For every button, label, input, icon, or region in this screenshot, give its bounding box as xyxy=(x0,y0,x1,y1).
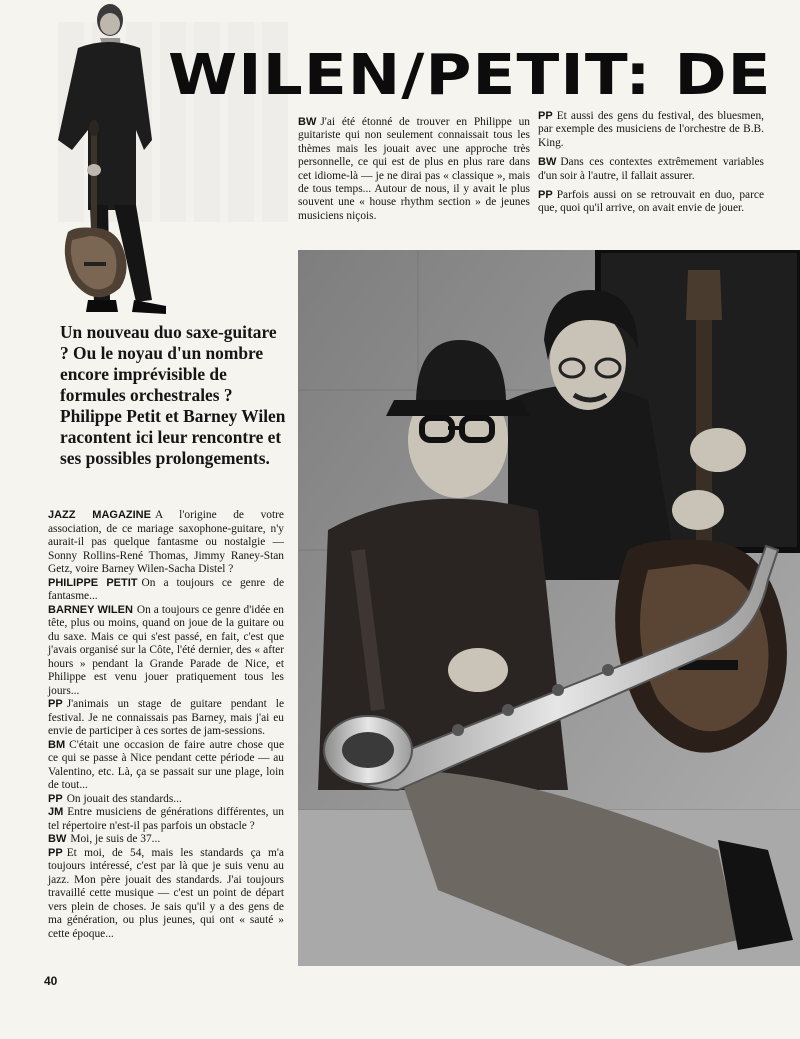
interview-paragraph xyxy=(48,739,284,793)
interview-paragraph xyxy=(48,698,284,739)
interview-paragraph xyxy=(48,833,284,847)
interview-paragraph xyxy=(48,806,284,833)
intro-block xyxy=(538,189,764,216)
interview-paragraph xyxy=(48,793,284,807)
interview-paragraph xyxy=(48,604,284,699)
speaker-label: BW xyxy=(298,116,317,128)
interview-text: Et aussi des gens du festival, des bluesmen, par exemple des musiciens de l'orchestre de B.B. King. xyxy=(538,110,764,149)
speaker-label: PP xyxy=(48,846,63,859)
speaker-label: JM xyxy=(48,806,64,818)
intro-column-right xyxy=(538,110,764,222)
speaker-label: PP xyxy=(538,189,553,202)
interview-text: Moi, je suis de 37... xyxy=(70,833,161,845)
interview-text: Parfois aussi on se retrouvait en duo, parce que, quoi qu'il arrive, on avait envie de jouer. xyxy=(538,189,764,215)
interview-text: Et moi, de 54, mais les standards ça m'a toujours intéressé, c'est par là que je suis venu au jazz. Mon père jouait des standards. J'ai toujours travaillé cette musique — c'est un point de départ vers plein de choses. Je sais qu'il y a des gens de ma génération, ou plus jeunes, qui ont « sauté » cette époque... xyxy=(48,846,284,940)
interview-text: A l'origine de votre association, de ce mariage saxophone-guitare, n'y aurait-il pas quelque fantasme ou nostalgie — Sonny Rollins-René Thomas, Jimmy Raney-Stan Getz, voire Barney Wilen-Sacha Distel ? xyxy=(48,509,284,575)
interview-text: On a toujours ce genre d'idée en tête, plus ou moins, quand on joue de la guitare ou du saxe. Mais ce qui s'est passé, en fait, c'est que j'avais organisé sur la Côte, l'été dernier, des « after hours » pendant la Grande Parade de Nice, et Philippe est venu jouer pratiquement tous les jours... xyxy=(48,603,284,697)
interview-paragraph xyxy=(48,847,284,942)
speaker-label: PP xyxy=(48,792,63,805)
interview-text: C'était une occasion de faire autre chose que ce qui se passe à Nice pendant cette période — au Valentino, etc. Là, ça se passait sur une plage, loin de tout... xyxy=(48,738,284,791)
speaker-label: PHILIPPE PETIT xyxy=(48,576,138,589)
musician-guitar-icon xyxy=(48,0,188,320)
speaker-label: PP xyxy=(538,110,553,122)
standing-musician-figure xyxy=(48,0,188,320)
speaker-label: JAZZ MAGAZINE xyxy=(48,509,151,521)
interview-paragraph xyxy=(48,509,284,577)
interview-column xyxy=(48,509,284,941)
interview-paragraph xyxy=(48,577,284,604)
speaker-label: BM xyxy=(48,738,66,751)
duo-photograph xyxy=(298,250,800,966)
interview-text: Dans ces contextes extrêmement variables d'un soir à l'autre, il fallait assurer. xyxy=(538,156,764,182)
article-headline: WILEN/PETIT: DE xyxy=(168,46,772,106)
intro-block xyxy=(538,156,764,183)
speaker-label: BARNEY WILEN xyxy=(48,603,133,616)
speaker-label: BW xyxy=(538,156,557,169)
speaker-label: PP xyxy=(48,698,63,710)
interview-text: Entre musiciens de générations différentes, un tel répertoire n'est-il pas parfois un obstacle ? xyxy=(48,806,284,832)
intro-column-left xyxy=(298,116,530,229)
article-lede: Un nouveau duo saxe-guitare ? Ou le noyau d'un nombre encore imprévisible de formules orchestrales ? Philippe Petit et Barney Wilen racontent ici leur rencontre et ses possibles prolongements. xyxy=(60,322,286,468)
interview-text: On a toujours ce genre de fantasme... xyxy=(48,576,284,602)
speaker-label: BW xyxy=(48,833,67,845)
interview-text: J'animais un stage de guitare pendant le festival. Je ne connaissais pas Barney, mais j'ai eu envie de participer à ces sortes de jam-sessions. xyxy=(48,698,284,737)
page-number: 40 xyxy=(44,974,58,988)
interview-text: J'ai été étonné de trouver en Philippe un guitariste qui non seulement connaissait tous les thèmes mais les jouait avec une approche très personnelle, ce qui est de plus en plus rare dans cet idiome-là — je ne dirai pas « classique », mais de tous temps... Autour de nous, il y avait le plus souvent une « house rhythm section » de jeunes musiciens niçois. xyxy=(298,116,530,222)
interview-text: On jouait des standards... xyxy=(66,792,182,805)
intro-block xyxy=(298,116,530,223)
intro-block xyxy=(538,110,764,150)
duo-portrait-icon xyxy=(298,250,800,966)
